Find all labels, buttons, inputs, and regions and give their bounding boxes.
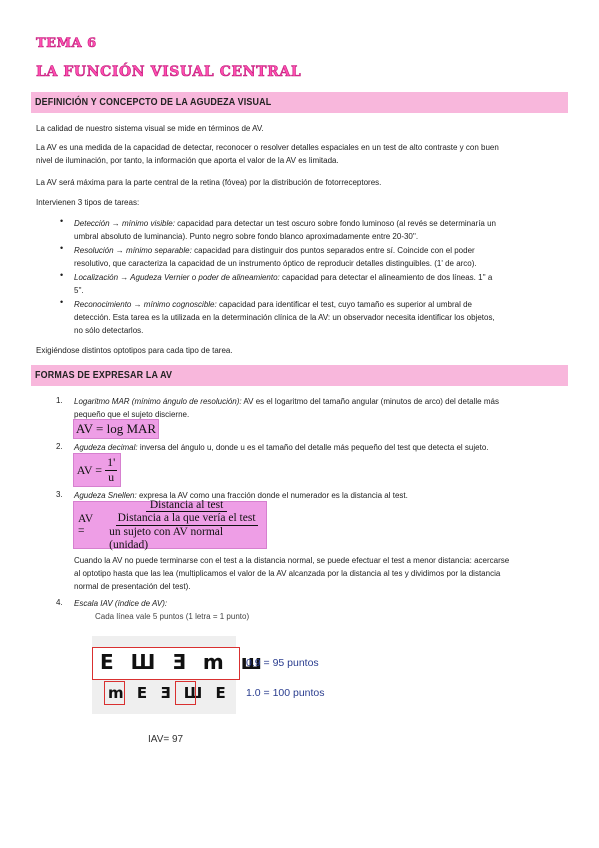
tema-heading: TEMA 6	[36, 36, 97, 51]
section-heading-definicion: DEFINICIÓN Y CONCEPCTO DE LA AGUDEZA VISUAL	[31, 92, 568, 113]
paragraph: Exigiéndose distintos optotipos para cada tipo de tarea.	[36, 346, 233, 355]
paragraph: La AV es una medida de la capacidad de detectar, reconocer o resolver detalles espaciales en un test de alto contraste y con buen	[36, 143, 499, 152]
list-item: Agudeza Snellen: expresa la AV como una fracción donde el numerador es la distancia al test.	[74, 491, 408, 500]
list-item: Escala IAV (índice de AV):	[74, 599, 168, 608]
iav-row2-letters: m E Ǝ Ш E	[108, 684, 230, 702]
formula-logmar: AV = log MAR	[73, 419, 159, 439]
list-number: 3.	[56, 490, 63, 499]
paragraph: La calidad de nuestro sistema visual se mide en términos de AV.	[36, 124, 264, 133]
list-item: Logaritmo MAR (mínimo ángulo de resolución): AV es el logaritmo del tamaño angular (minutos de arco) del detalle más	[74, 397, 499, 406]
iav-error-box	[104, 681, 125, 705]
list-item-cont: umbral absoluto de luminancia). Punto negro sobre fondo blanco aproximadamente entre 20-30''.	[74, 232, 419, 241]
iav-row2-value: 1.0 = 100 puntos	[246, 687, 325, 699]
list-item-cont: no sólo detectarlos.	[74, 326, 144, 335]
paragraph: Cuando la AV no puede terminarse con el test a la distancia normal, se puede efectuar el test a menor distancia: acercarse	[74, 556, 510, 565]
list-item: Localización → Agudeza Vernier o poder de alineamiento: capacidad para detectar el alineamiento de dos líneas. 1'' a	[74, 273, 493, 282]
list-number: 4.	[56, 598, 63, 607]
paragraph: La AV será máxima para la parte central de la retina (fóvea) por la distribución de fotorreceptores.	[36, 178, 382, 187]
list-item: Reconocimiento → mínimo cognoscible: capacidad para identificar el test, cuyo tamaño es superior al umbral de	[74, 300, 472, 309]
list-item: Agudeza decimal: inversa del ángulo u, donde u es el tamaño del detalle más pequeño del test que detecta el sujeto.	[74, 443, 489, 452]
list-item-cont: detección. Esta tarea es la utilizada en la determinación clínica de la AV: un observador necesita identificar los objetos,	[74, 313, 495, 322]
formula-decimal: AV = $\frac{1'}{u}$	[73, 453, 121, 487]
iav-error-box	[175, 681, 196, 705]
paragraph: nivel de iluminación, por tanto, la información que aporta el valor de la AV es limitada.	[36, 156, 339, 165]
list-item: Resolución → mínimo separable: capacidad para distinguir dos puntos separados entre sí. Coincide con el poder	[74, 246, 475, 255]
list-item-cont: pequeño que el sujeto discierne.	[74, 410, 190, 419]
list-number: 2.	[56, 442, 63, 451]
iav-caption: Cada línea vale 5 puntos (1 letra = 1 punto)	[95, 612, 250, 621]
iav-row1-letters: E Ш Ǝ m ш	[100, 650, 267, 674]
iav-row1-value: 0.9 = 95 puntos	[246, 657, 319, 669]
list-number: 1.	[56, 396, 63, 405]
list-item-cont: resolutivo, que caracteriza la capacidad de un instrumento óptico de reproducir detalles distinguibles. (1' de arco).	[74, 259, 477, 268]
formula-snellen: AV = Distancia al test Distancia a la que vería el test un sujeto con AV normal (unidad)	[73, 501, 267, 549]
list-item: Detección → mínimo visible: capacidad para detectar un test oscuro sobre fondo luminoso (al revés se determinaría un	[74, 219, 496, 228]
section-heading-formas: FORMAS DE EXPRESAR LA AV	[31, 365, 568, 386]
bullet-dot: •	[60, 216, 64, 226]
list-item-cont: 5''.	[74, 286, 84, 295]
bullet-dot: •	[60, 243, 64, 253]
bullet-dot: •	[60, 270, 64, 280]
paragraph: al optotipo hasta que las lea (multiplicamos el valor de la AV alcanzada por la distancia al tes y dividimos por la distancia	[74, 569, 501, 578]
paragraph: Intervienen 3 tipos de tareas:	[36, 198, 140, 207]
iav-result: IAV= 97	[148, 734, 184, 745]
page-title: LA FUNCIÓN VISUAL CENTRAL	[36, 64, 302, 80]
bullet-dot: •	[60, 297, 64, 307]
paragraph: normal de presentación del test).	[74, 582, 191, 591]
